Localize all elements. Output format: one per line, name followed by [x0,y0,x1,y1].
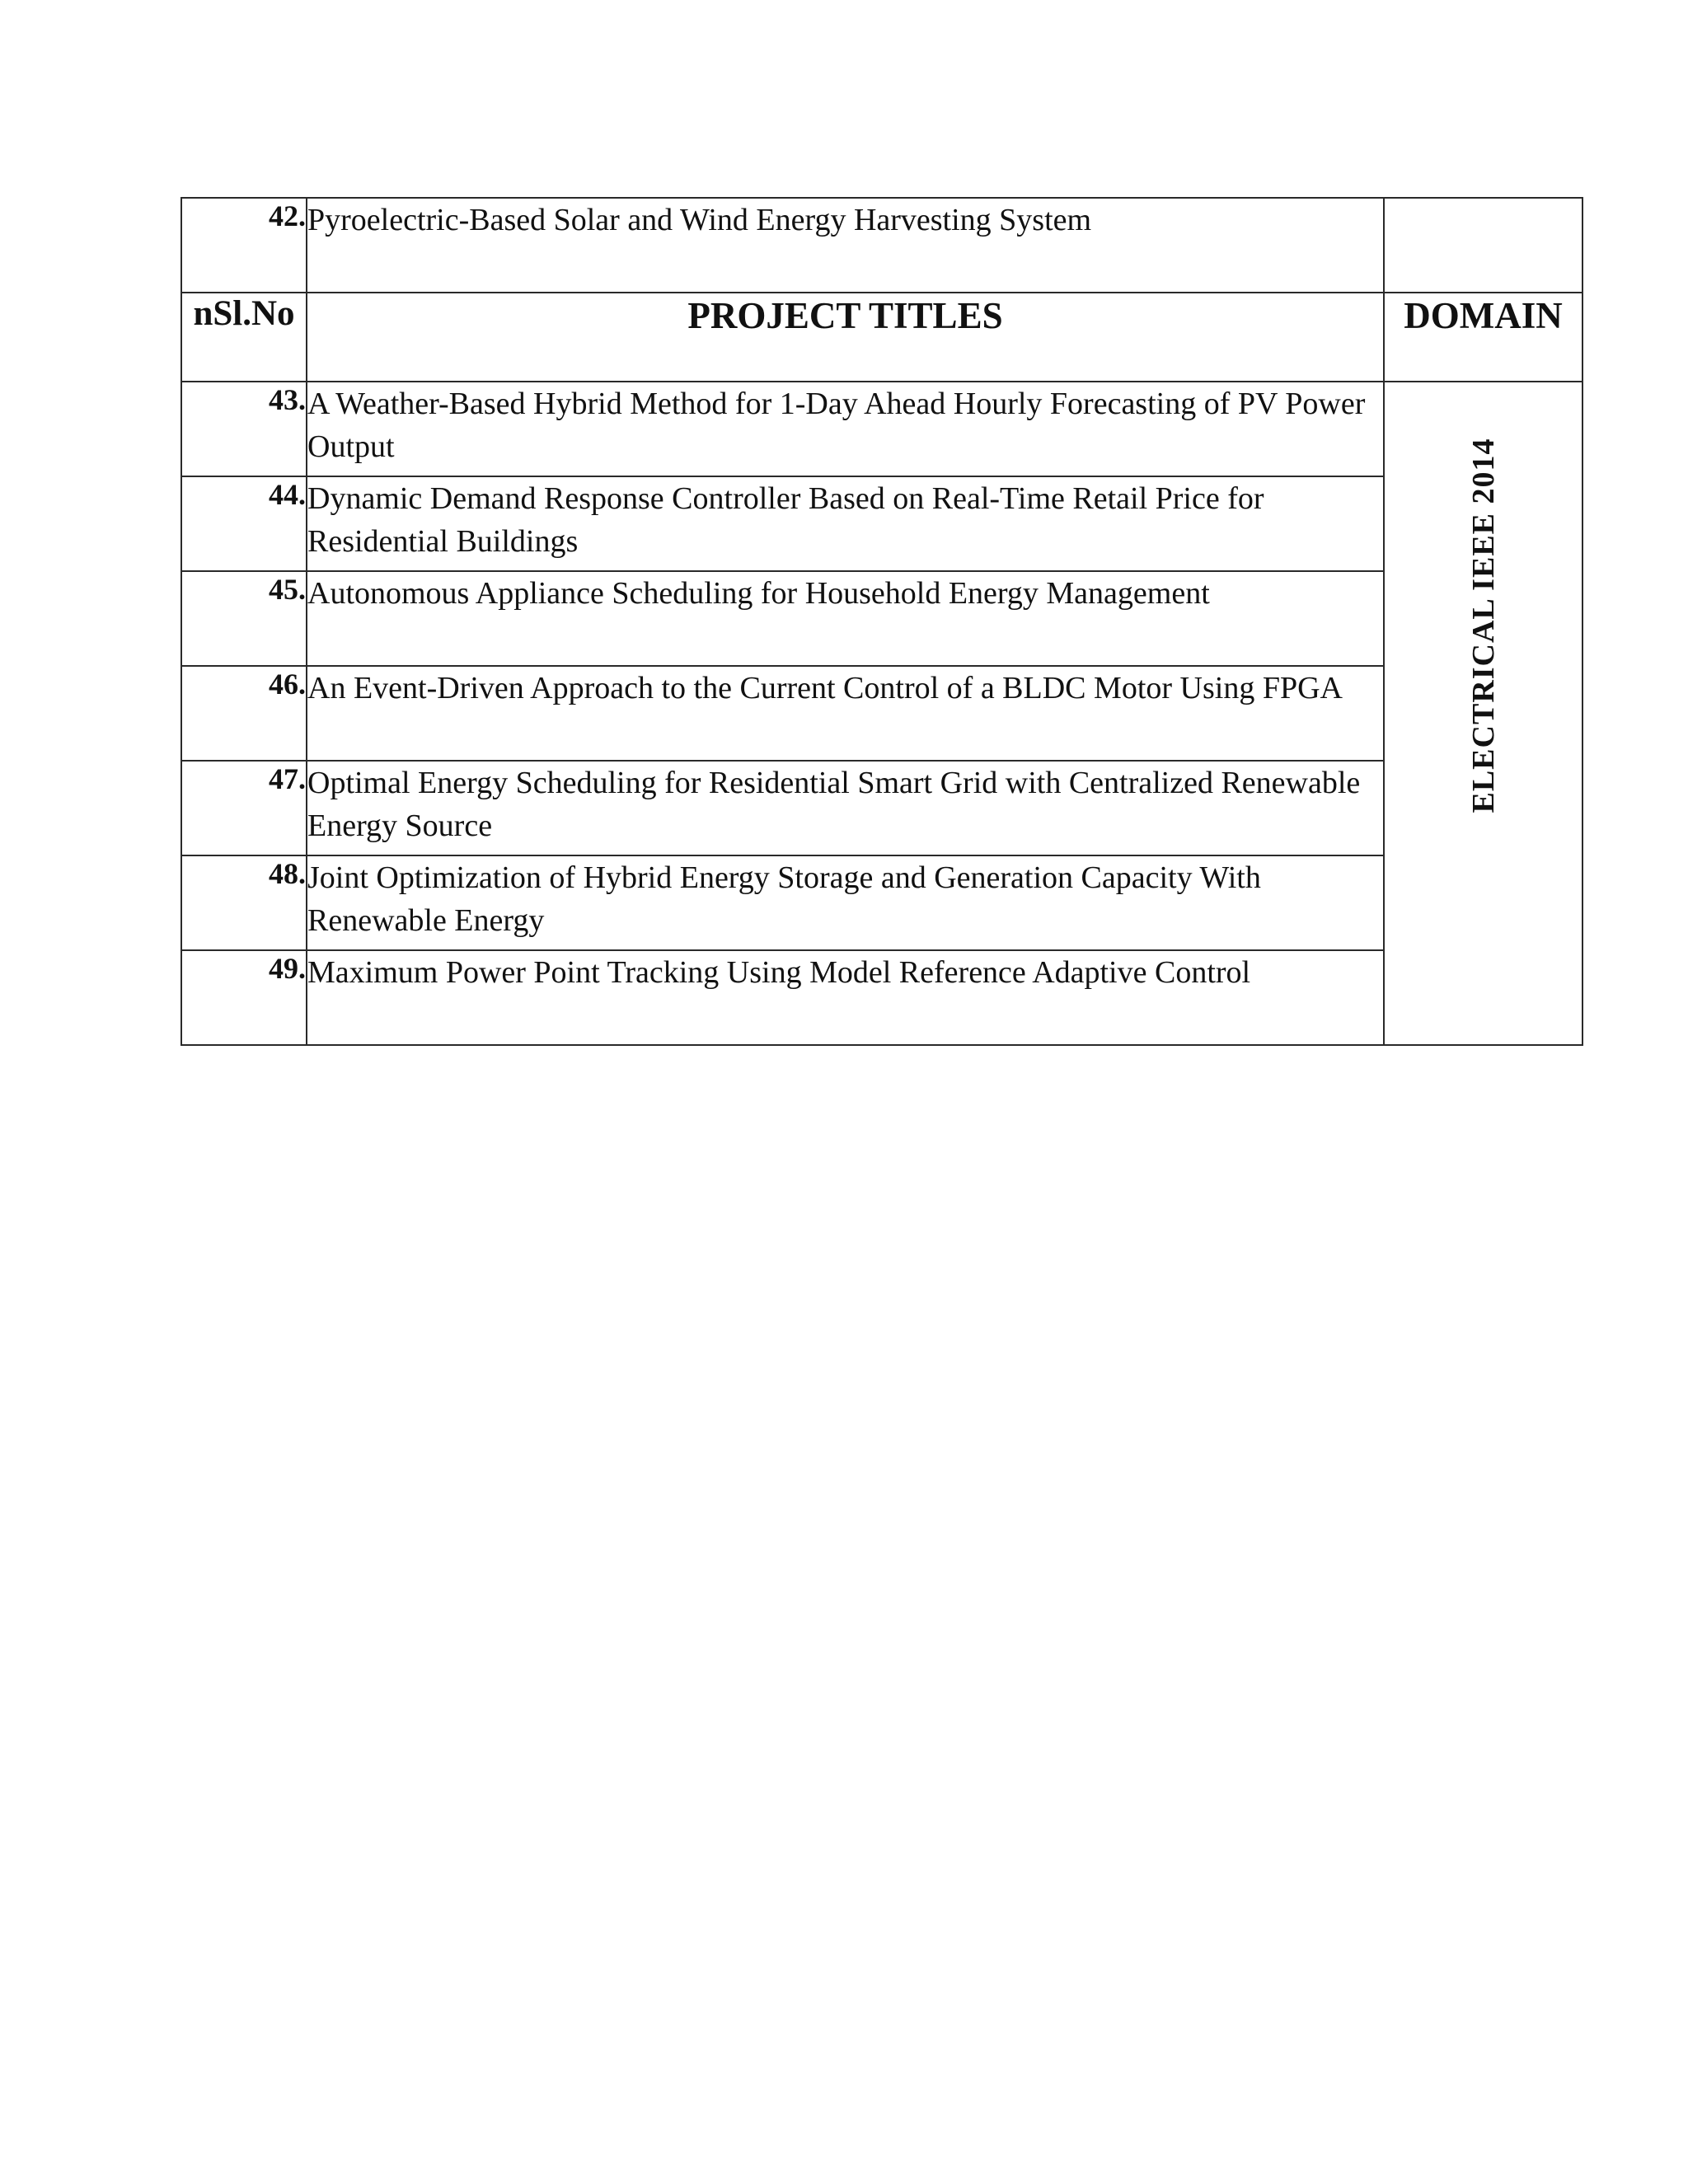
project-titles-table [181,197,1583,1046]
domain-group-cell [1384,382,1582,1045]
project-title: Dynamic Demand Response Controller Based on Real-Time Retail Price for Residential Buildings [307,476,1384,571]
row-number: 47. [181,761,307,855]
row-number: 43. [181,382,307,476]
row-number: 45. [181,571,307,666]
domain-cell-empty [1384,198,1582,293]
table-row [181,666,1582,761]
project-title: Maximum Power Point Tracking Using Model Reference Adaptive Control [307,950,1384,1045]
table-row [181,571,1582,666]
project-title: A Weather-Based Hybrid Method for 1-Day Ahead Hourly Forecasting of PV Power Output [307,382,1384,476]
row-number: 49. [181,950,307,1045]
row-number: 48. [181,855,307,950]
project-title: An Event-Driven Approach to the Current Control of a BLDC Motor Using FPGA [307,666,1384,761]
table-header-row [181,293,1582,382]
header-domain: DOMAIN [1384,293,1582,382]
table-row [181,761,1582,855]
project-title: Pyroelectric-Based Solar and Wind Energy Harvesting System [307,198,1384,293]
table-row [181,855,1582,950]
row-number: 42. [181,198,307,293]
table-row [181,476,1582,571]
project-title: Joint Optimization of Hybrid Energy Storage and Generation Capacity With Renewable Energy [307,855,1384,950]
row-number: 46. [181,666,307,761]
table-row [181,950,1582,1045]
table-row [181,198,1582,293]
header-serial-number: nSl.No [181,293,307,382]
header-project-titles: PROJECT TITLES [307,293,1384,382]
table-row [181,382,1582,476]
domain-group-label: ELECTRICAL IEEE 2014 [1466,438,1501,813]
row-number: 44. [181,476,307,571]
project-title: Autonomous Appliance Scheduling for Household Energy Management [307,571,1384,666]
project-title: Optimal Energy Scheduling for Residential Smart Grid with Centralized Renewable Energy Source [307,761,1384,855]
